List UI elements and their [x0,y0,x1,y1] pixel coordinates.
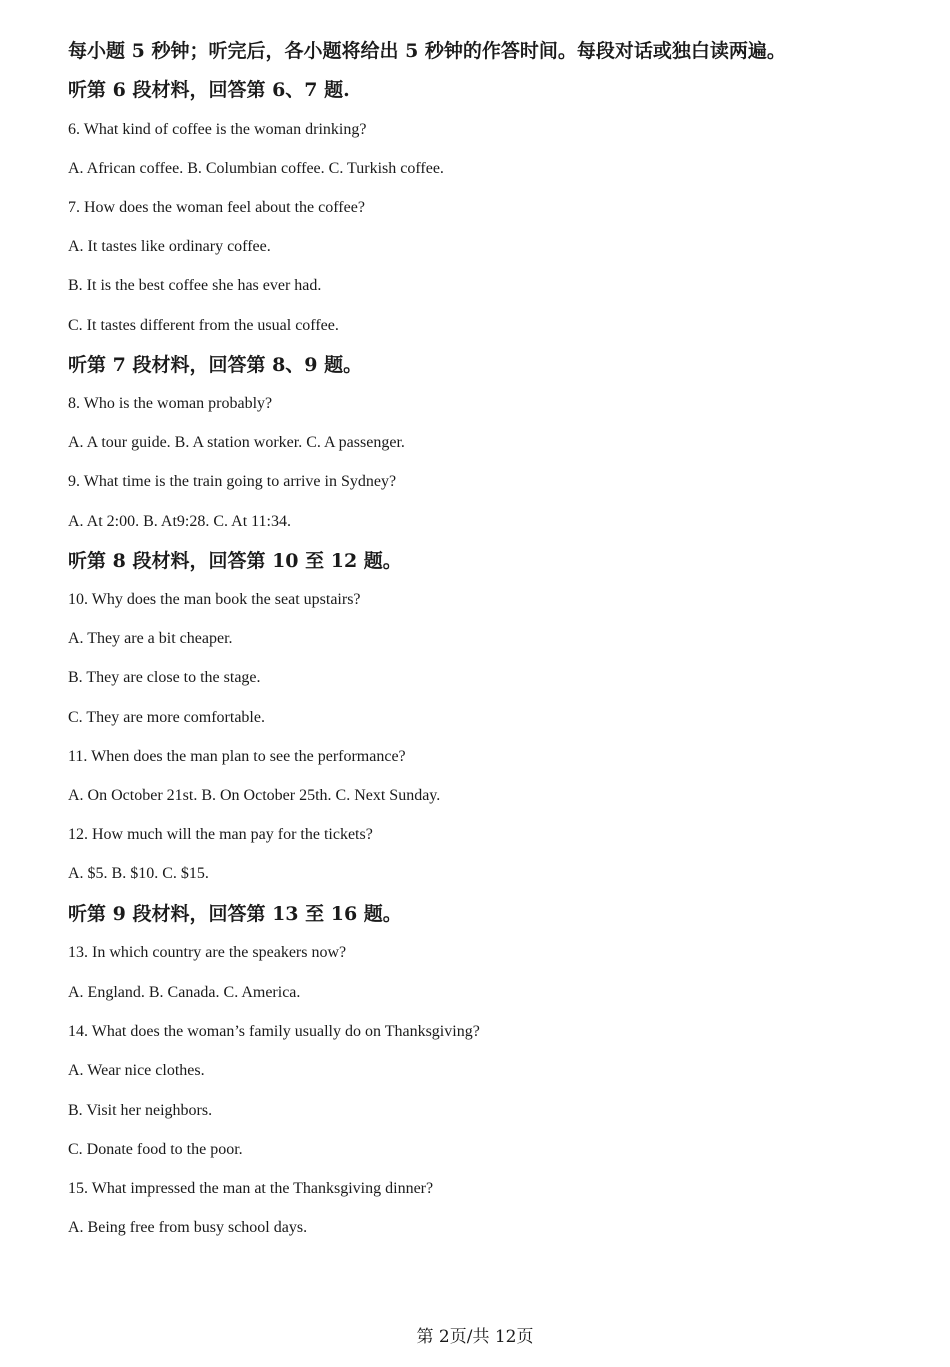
question-text: 8. Who is the woman probably? [68,395,273,412]
option-text: C. They are more comfortable. [68,709,265,726]
section-heading: 听第 7 段材料，回答第 8、9 题。 [68,354,363,376]
option-text: B. They are close to the stage. [68,669,261,686]
option-text: A. A tour guide. B. A station worker. C. A passenger. [68,434,405,451]
option-text: A. They are a bit cheaper. [68,630,233,647]
option-text: A. At 2:00. B. At9:28. C. At 11:34. [68,513,291,530]
section-heading: 听第 6 段材料，回答第 6、7 题. [68,79,350,101]
section-heading: 听第 9 段材料，回答第 13 至 16 题。 [68,903,402,925]
question-text: 11. When does the man plan to see the performance? [68,748,406,765]
option-text: C. It tastes different from the usual coffee. [68,317,339,334]
question-text: 12. How much will the man pay for the tickets? [68,826,373,843]
question-text: 14. What does the woman’s family usually do on Thanksgiving? [68,1023,480,1040]
option-text: A. England. B. Canada. C. America. [68,984,301,1001]
section-heading: 听第 8 段材料，回答第 10 至 12 题。 [68,550,402,572]
option-text: A. Being free from busy school days. [68,1219,308,1236]
question-text: 7. How does the woman feel about the coffee? [68,199,365,216]
option-text: A. $5. B. $10. C. $15. [68,865,209,882]
option-text: B. Visit her neighbors. [68,1102,213,1119]
option-text: A. It tastes like ordinary coffee. [68,238,271,255]
option-text: A. African coffee. B. Columbian coffee. C. Turkish coffee. [68,160,444,177]
question-text: 6. What kind of coffee is the woman drinking? [68,121,367,138]
instruction-text: 每小题 5 秒钟；听完后，各小题将给出 5 秒钟的作答时间。每段对话或独白读两遍。 [68,40,786,62]
page-number-footer: 第 2页/共 12页 [416,1327,534,1347]
option-text: C. Donate food to the poor. [68,1141,243,1158]
question-text: 15. What impressed the man at the Thanksgiving dinner? [68,1180,434,1197]
question-text: 9. What time is the train going to arrive in Sydney? [68,473,397,490]
option-text: A. On October 21st. B. On October 25th. C. Next Sunday. [68,787,441,804]
question-text: 13. In which country are the speakers now? [68,944,347,961]
question-text: 10. Why does the man book the seat upstairs? [68,591,361,608]
option-text: A. Wear nice clothes. [68,1062,205,1079]
option-text: B. It is the best coffee she has ever had. [68,277,322,294]
